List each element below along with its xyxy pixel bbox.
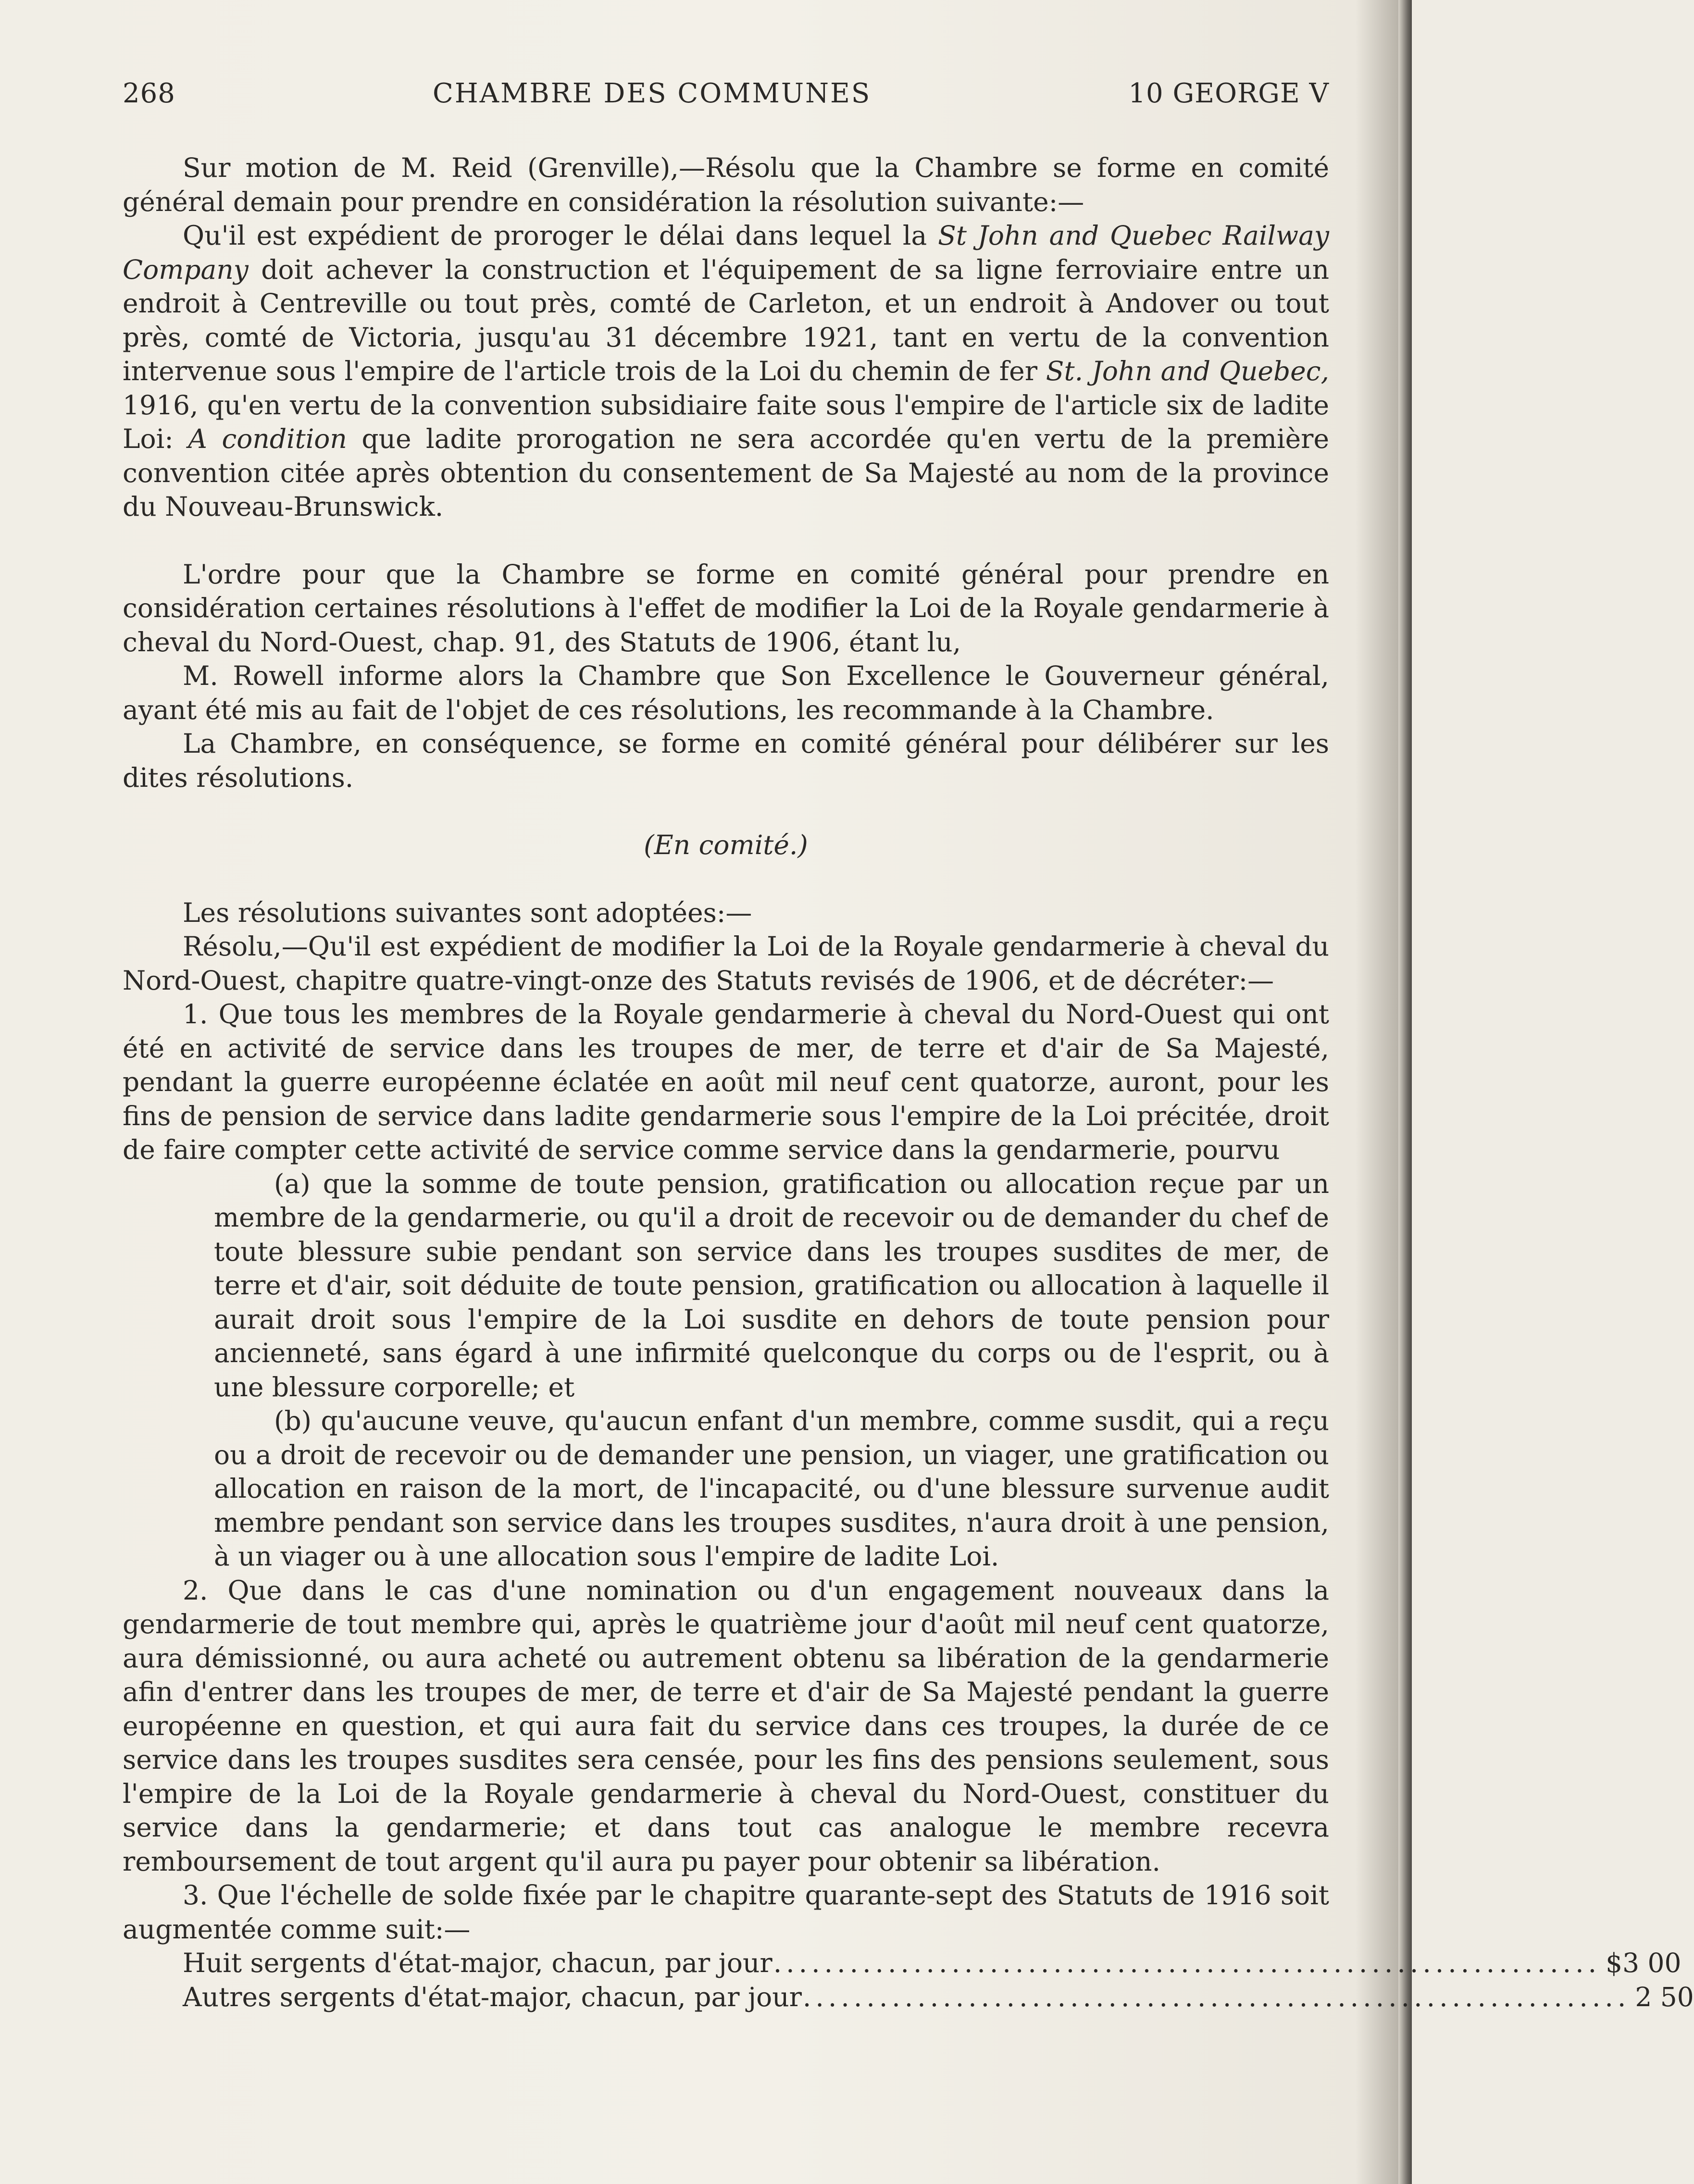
paragraph-adopted: Les résolutions suivantes sont adoptées:— (183, 897, 752, 928)
paragraph-clause-2: 2. Que dans le cas d'une nomination ou d'un engagement nouveaux dans la gendarmerie de tout membre qui, après le quatrième jour d'août mil neuf cent quatorze, aura démissionné, ou aura acheté ou autrement obtenu sa libération de la gendarmerie afin d'entrer dans les troupes de mer, de terre et d'air de Sa Majesté pendant la guerre européenne en question, et qui aura fait du service dans ces troupes, la durée de ce service dans les troupes susdites sera censée, pour les fins des pensions seulement, sous l'empire de la Loi de la Royale gendarmerie à cheval du Nord-Ouest, constituer du service dans la gendarmerie; et dans tout cas analogue le membre recevra remboursement de tout argent qu'il aura pu payer pour obtenir sa libération. (123, 1575, 1329, 1877)
paragraph-order: L'ordre pour que la Chambre se forme en comité général pour prendre en considération certaines résolutions à l'effet de modifier la Loi de la Royale gendarmerie à cheval du Nord-Ouest, chap. 91, des Statuts de 1906, étant lu, (123, 558, 1329, 658)
page-content (123, 77, 1694, 2014)
leader-dots: ................................................................. (773, 1948, 1601, 1978)
paragraph-clause-1a: (a) que la somme de toute pension, gratification ou allocation reçue par un membre de la gendarmerie, ou qu'il a droit de recevoir ou de demander du chef de toute blessure subie pendant son service dans les troupes susdites de mer, de terre et d'air, soit déduite de toute pension, gratification ou allocation à laquelle il aurait droit sous l'empire de la Loi susdite en dehors de toute pension pour ancienneté, sans égard à une infirmité quelconque du corps ou de l'esprit, ou à une blessure corporelle; et (214, 1168, 1329, 1402)
committee-heading: (En comité.) (644, 830, 808, 860)
pay-scale-row (123, 1946, 1682, 1980)
pay-scale-amount: $3 00 (1606, 1948, 1682, 1978)
paragraph-resolu: Résolu,—Qu'il est expédient de modifier la Loi de la Royale gendarmerie à cheval du Nord-Ouest, chapitre quatre-vingt-onze des Statuts revisés de 1906, et de décréter:— (123, 931, 1329, 996)
paragraph-resolution-text: Qu'il est expédient de proroger le délai dans lequel la St John and Quebec Railway Company doit achever la construction et l'équipement de sa ligne ferroviaire entre un endroit à Centreville ou tout près, comté de Carleton, et un endroit à Andover ou tout près, comté de Victoria, jusqu'au 31 décembre 1921, tant en vertu de la convention intervenue sous l'empire de l'article trois de la Loi du chemin de fer St. John and Quebec, 1916, qu'en vertu de la convention subsidiaire faite sous l'empire de l'article six de ladite Loi: A condition que ladite prorogation ne sera accordée qu'en vertu de la première convention citée après obtention du consentement de Sa Majesté au nom de la province du Nouveau-Brunswick. (123, 220, 1330, 522)
paragraph-clause-3: 3. Que l'échelle de solde fixée par le chapitre quarante-sept des Statuts de 1916 soit augmentée comme suit:— (123, 1880, 1329, 1945)
pay-scale-row (123, 1980, 1694, 2014)
paragraph-rowell: M. Rowell informe alors la Chambre que Son Excellence le Gouverneur général, ayant été mis au fait de l'objet de ces résolutions, les recommande à la Chambre. (123, 660, 1329, 725)
paragraph-motion: Sur motion de M. Reid (Grenville),—Résolu que la Chambre se forme en comité général demain pour prendre en considération la résolution suivante:— (123, 152, 1329, 217)
paragraph-committee: La Chambre, en conséquence, se forme en comité général pour délibérer sur les dites résolutions. (123, 728, 1329, 793)
paragraph-clause-1b: (b) qu'aucune veuve, qu'aucun enfant d'un membre, comme susdit, qui a reçu ou a droit de recevoir ou de demander une pension, un viager, une gratification ou allocation en raison de la mort, de l'incapacité, ou d'une blessure survenue audit membre pendant son service dans les troupes susdites, n'aura droit à une pension, à un viager ou à une allocation sous l'empire de ladite Loi. (214, 1405, 1329, 1572)
paragraph-clause-1: 1. Que tous les membres de la Royale gendarmerie à cheval du Nord-Ouest qui ont été en activité de service dans les troupes de mer, de terre et d'air de Sa Majesté, pendant la guerre européenne éclatée en août mil neuf cent quatorze, auront, pour les fins de pension de service dans ladite gendarmerie sous l'empire de la Loi précitée, droit de faire compter cette activité de service comme service dans la gendarmerie, pourvu (123, 999, 1329, 1165)
pay-scale-label: Huit sergents d'état-major, chacun, par jour (183, 1948, 772, 1978)
book-spine-shadow (1398, 0, 1412, 2184)
running-header (123, 77, 1329, 115)
page-number: 268 (123, 78, 175, 109)
leader-dots: ................................................................. (802, 1981, 1631, 2012)
journal-title: CHAMBRE DES COMMUNES (433, 78, 872, 109)
reign-year: 10 GEORGE V (1128, 78, 1329, 109)
pay-scale-label: Autres sergents d'état-major, chacun, par jour (183, 1981, 802, 2012)
pay-scale-amount: 2 50 (1635, 1981, 1694, 2012)
